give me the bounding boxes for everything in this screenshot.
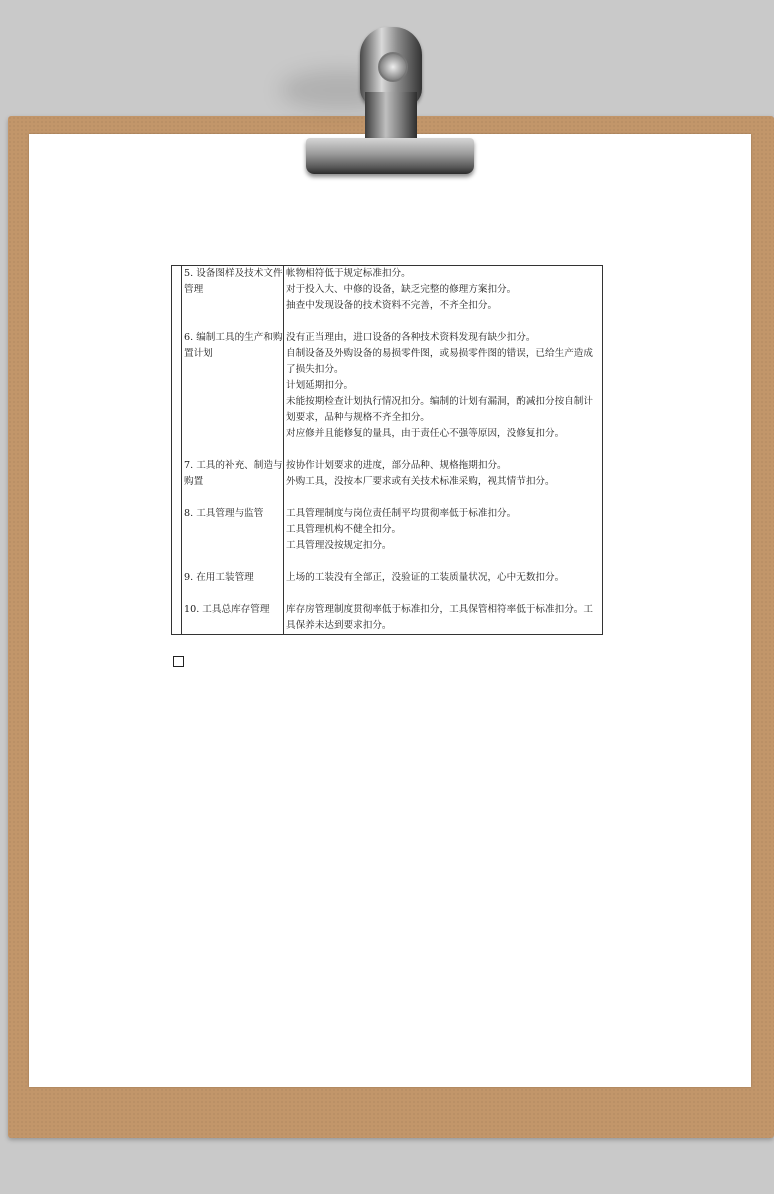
item-cell: [182, 602, 284, 635]
clip-neck: [365, 92, 417, 140]
table-row: [172, 602, 603, 635]
desc-line: 工具管理制度与岗位责任制平均贯彻率低于标准扣分。: [286, 508, 517, 519]
item-cell: [182, 266, 284, 331]
desc-cell: [284, 570, 603, 602]
binder-clip-icon: [306, 138, 474, 174]
blank-cell: [172, 506, 182, 570]
item-label: 7. 工具的补充、制造与购置: [184, 460, 283, 487]
item-label: 9. 在用工装管理: [184, 572, 254, 583]
desc-line: 按协作计划要求的进度，部分品种、规格拖期扣分。: [286, 460, 507, 471]
item-cell: [182, 330, 284, 458]
desc-line: 计划延期扣分。: [286, 380, 354, 391]
blank-cell: [172, 458, 182, 506]
table-row: [172, 506, 603, 570]
desc-line: 工具管理没按规定扣分。: [286, 540, 392, 551]
desc-line: 外购工具，没按本厂要求或有关技术标准采购，视其情节扣分。: [286, 476, 555, 487]
desc-line: 库存房管理制度贯彻率低于标准扣分，工具保管相符率低于标准扣分。工具保养未达到要求扣分。: [286, 604, 593, 631]
item-cell: [182, 570, 284, 602]
desc-line: 没有正当理由，进口设备的各种技术资料发现有缺少扣分。: [286, 332, 536, 343]
assessment-table: [171, 265, 603, 635]
item-label: 6. 编制工具的生产和购置计划: [184, 332, 283, 359]
table-body: [172, 266, 603, 635]
blank-cell: [172, 330, 182, 458]
table-row: [172, 330, 603, 458]
desc-cell: [284, 506, 603, 570]
item-cell: [182, 458, 284, 506]
desc-cell: [284, 330, 603, 458]
checkbox[interactable]: [173, 656, 184, 667]
clip-rivet: [378, 52, 408, 82]
item-label: 8. 工具管理与监管: [184, 508, 264, 519]
blank-cell: [172, 266, 182, 331]
desc-line: 上场的工装没有全部正，没验证的工装质量状况，心中无数扣分。: [286, 572, 565, 583]
desc-line: 帐物相符低于规定标准扣分。: [286, 268, 411, 279]
item-label: 5. 设备图样及技术文件管理: [184, 268, 283, 295]
desc-line: 自制设备及外购设备的易损零件图，或易损零件图的错误，已给生产造成了损失扣分。: [286, 348, 593, 375]
desc-line: 对于投入大、中修的设备，缺乏完整的修理方案扣分。: [286, 284, 517, 295]
desc-cell: [284, 266, 603, 331]
desc-line: 抽查中发现设备的技术资料不完善，不齐全扣分。: [286, 300, 498, 311]
table-row: [172, 570, 603, 602]
table-row: [172, 266, 603, 331]
blank-cell: [172, 602, 182, 635]
desc-line: 对应修并且能修复的量具，由于责任心不强等原因，没修复扣分。: [286, 428, 565, 439]
item-cell: [182, 506, 284, 570]
desc-cell: [284, 458, 603, 506]
item-label: 10. 工具总库存管理: [184, 604, 270, 615]
desc-line: 工具管理机构不健全扣分。: [286, 524, 402, 535]
table-row: [172, 458, 603, 506]
blank-cell: [172, 570, 182, 602]
desc-cell: [284, 602, 603, 635]
desc-line: 未能按期检查计划执行情况扣分。编制的计划有漏洞，酌减扣分按自制计划要求，品种与规格不齐全扣分。: [286, 396, 593, 423]
